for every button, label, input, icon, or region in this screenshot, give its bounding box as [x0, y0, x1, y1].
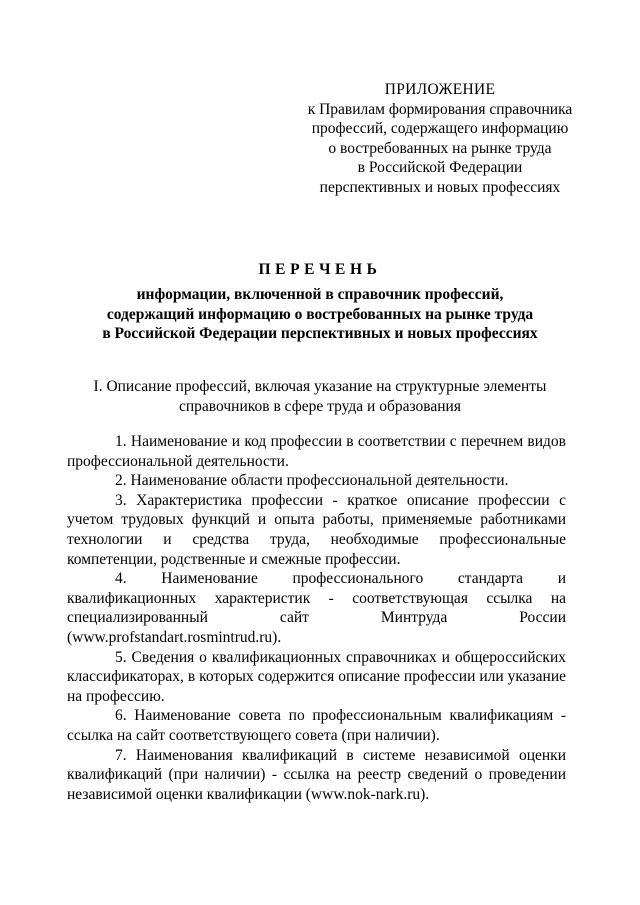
section-items — [67, 432, 566, 804]
section-heading-line: I. Описание профессий, включая указание на структурные элементы — [93, 378, 547, 395]
section-heading-line: справочников в сфере труда и образования — [179, 397, 461, 415]
list-title: ПЕРЕЧЕНЬ — [258, 261, 382, 278]
appendix-line: перспективных и новых профессиях — [319, 178, 561, 196]
list-item: 3. Характеристика профессии - краткое описание профессии с учетом трудовых функций и опыта работы, применяемые работниками технологии и средства труда, необходимые профессиональные компетенции, родственные и смежные профессии. — [67, 491, 566, 568]
list-subtitle-line: информации, включенной в справочник профессий, — [136, 286, 504, 303]
appendix-line: профессий, содержащего информацию — [311, 120, 569, 137]
list-subtitle-line: в Российской Федерации перспективных и новых профессиях — [102, 325, 538, 342]
list-item: 7. Наименования квалификаций в системе независимой оценки квалификаций (при наличии) - ссылка на реестр сведений о проведении независимой оценки квалификации (www.nok-nark.ru). — [67, 746, 566, 803]
appendix-line: к Правилам формирования справочника — [307, 100, 573, 118]
list-subtitle — [60, 285, 580, 344]
appendix-line: о востребованных на рынке труда — [328, 139, 552, 157]
appendix-heading: ПРИЛОЖЕНИЕ — [384, 81, 496, 98]
list-item: 1. Наименование и код профессии в соответствии с перечнем видов профессиональной деятельности. — [67, 433, 566, 470]
appendix-line: в Российской Федерации — [357, 159, 523, 176]
list-item: 2. Наименование области профессиональной деятельности. — [115, 472, 509, 490]
section-heading — [60, 377, 580, 416]
appendix-block — [290, 80, 590, 197]
list-item: 5. Сведения о квалификационных справочниках и общероссийских классификаторах, в которых содержится описание профессии или указание на профессию. — [67, 648, 566, 705]
list-subtitle-line: содержащий информацию о востребованных на рынке труда — [106, 305, 534, 323]
list-item: 4. Наименование профессионального стандарта и квалификационных характеристик - соответствующая ссылка на специализированный сайт Минтруда России (www.profstandart.rosmintrud.ru). — [67, 570, 566, 646]
list-item: 6. Наименование совета по профессиональным квалификациям - ссылка на сайт соответствующего совета (при наличии). — [67, 707, 566, 744]
